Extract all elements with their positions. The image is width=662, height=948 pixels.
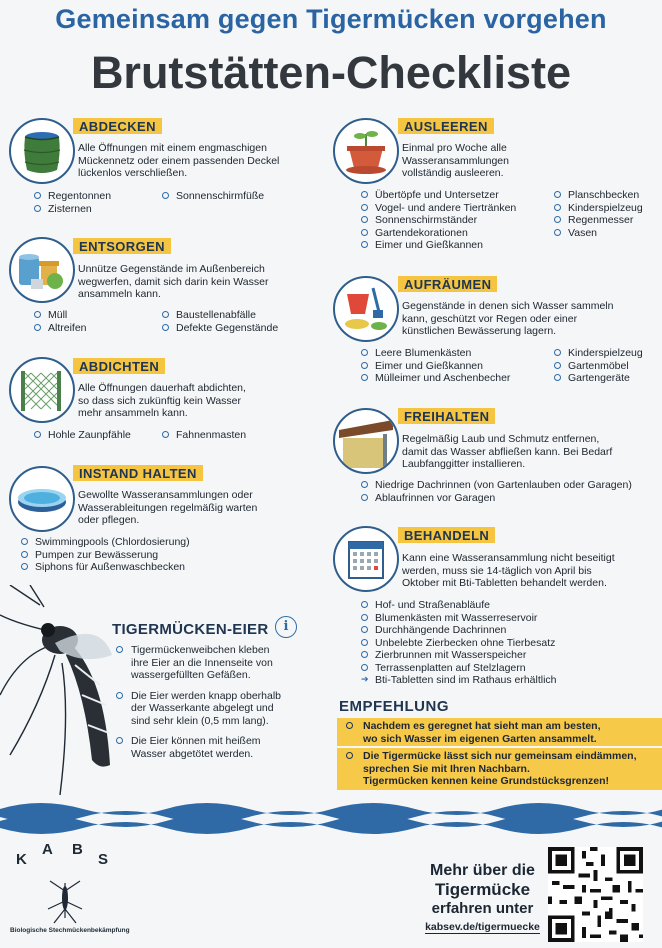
behandeln-note: ➔ Bti-Tabletten sind im Rathaus erhältlich xyxy=(360,674,557,687)
abdecken-description: Alle Öffnungen mit einem engmaschigen Mückennetz oder einem passenden Deckel lückenlos verschließen. xyxy=(78,142,280,180)
instand-halten-description: Gewollte Wasseransammlungen oder Wasserableitungen regelmäßig warten oder pflegen. xyxy=(78,489,258,527)
behandeln-list xyxy=(360,599,557,687)
bucket-toys-icon xyxy=(333,276,399,342)
fence-icon xyxy=(9,357,75,423)
more-info: Mehr über die Tigermücke erfahren unter kabsev.de/tigermuecke xyxy=(425,862,540,933)
mosquito-illustration xyxy=(0,585,115,800)
list-item: Sonnenschirmfüße xyxy=(161,190,264,203)
ausleeren-label: AUSLEEREN xyxy=(398,118,494,134)
list-item: Terrassenplatten auf Stelzlagern xyxy=(360,662,557,675)
ausleeren-list xyxy=(360,189,643,252)
list-item: Die Eier können mit heißem Wasser abgetötet werden. xyxy=(115,735,300,760)
list-item: Regenmesser xyxy=(553,214,643,227)
list-item: Unbelebte Zierbecken ohne Tierbesatz xyxy=(360,637,557,650)
list-item: Siphons für Außenwaschbecken xyxy=(20,561,190,574)
wave-divider xyxy=(0,795,662,835)
list-item: Vogel- und andere Tiertränken xyxy=(360,202,553,215)
list-item: Sonnenschirmständer xyxy=(360,214,553,227)
list-item: Mülleimer und Aschenbecher xyxy=(360,372,553,385)
empfehlung-box-1: Nachdem es geregnet hat sieht man am besten, wo sich Wasser im eigenen Garten ansammelt. xyxy=(337,718,662,746)
behandeln-description: Kann eine Wasseransammlung nicht beseitigt werden, muss sie 14-täglich von April bis Oktober mit Bti-Tabletten behandelt werden. xyxy=(402,552,615,590)
info-icon: i xyxy=(275,616,297,638)
list-item: Hohle Zaunpfähle xyxy=(33,429,161,442)
abdecken-label: ABDECKEN xyxy=(73,118,162,134)
list-item: Gartenmöbel xyxy=(553,360,643,373)
rain-barrel-icon xyxy=(9,118,75,184)
freihalten-description: Regelmäßig Laub und Schmutz entfernen, damit das Wasser abfließen kann. Bei Bedarf Laubfanggitter installieren. xyxy=(402,433,613,471)
list-item: Eimer und Gießkannen xyxy=(360,239,553,252)
list-item: Tigermückenweibchen kleben ihre Eier an die Innenseite von wassergefüllten Gefäßen. xyxy=(115,644,300,682)
pool-icon xyxy=(9,466,75,532)
list-item: Vasen xyxy=(553,227,643,240)
ausleeren-description: Einmal pro Woche alle Wasseransammlungen vollständig ausleeren. xyxy=(402,142,509,180)
entsorgen-label: ENTSORGEN xyxy=(73,238,171,254)
list-item: Kinderspielzeug xyxy=(553,347,643,360)
aufraeumen-list xyxy=(360,347,643,385)
list-item: Swimmingpools (Chlordosierung) xyxy=(20,536,190,549)
list-item: Hof- und Straßenabläufe xyxy=(360,599,557,612)
list-item: Die Eier werden knapp oberhalb der Wasserkante abgelegt und sind sehr klein (0,5 mm lang). xyxy=(115,690,300,728)
aufraeumen-description: Gegenstände in denen sich Wasser sammeln kann, geschützt vor Regen oder einer künstlichen Bewässerung lagern. xyxy=(402,300,614,338)
list-item: Gartengeräte xyxy=(553,372,643,385)
freihalten-label: FREIHALTEN xyxy=(398,408,495,424)
page-title: Brutstätten-Checkliste xyxy=(90,47,572,98)
list-item: Fahnenmasten xyxy=(161,429,246,442)
entsorgen-list xyxy=(33,309,278,334)
list-item: Zisternen xyxy=(33,203,161,216)
list-item: Übertöpfe und Untersetzer xyxy=(360,189,553,202)
list-item: Leere Blumenkästen xyxy=(360,347,553,360)
list-item: Eimer und Gießkannen xyxy=(360,360,553,373)
behandeln-label: BEHANDELN xyxy=(398,527,495,543)
entsorgen-description: Unnütze Gegenstände im Außenbereich wegwerfen, damit sich darin kein Wasser ansammeln kann. xyxy=(78,263,269,301)
empfehlung-box-2: Die Tigermücke lässt sich nur gemeinsam eindämmen, sprechen Sie mit Ihren Nachbarn. Tigermücken kennen keine Grundstücksgrenzen! xyxy=(337,748,662,790)
list-item: Durchhängende Dachrinnen xyxy=(360,624,557,637)
list-item: Zierbrunnen mit Wasserspeicher xyxy=(360,649,557,662)
abdecken-list xyxy=(33,190,264,215)
eggs-list xyxy=(115,644,300,768)
list-item: Ablaufrinnen vor Garagen xyxy=(360,492,632,505)
list-item: Blumenkästen mit Wasserreservoir xyxy=(360,612,557,625)
instand-halten-list xyxy=(20,536,190,574)
roof-gutter-icon xyxy=(333,408,399,474)
instand-halten-label: INSTAND HALTEN xyxy=(73,465,203,481)
freihalten-list xyxy=(360,479,632,504)
abdichten-label: ABDICHTEN xyxy=(73,358,165,374)
eggs-title: TIGERMÜCKEN-EIER xyxy=(112,621,269,638)
list-item: Niedrige Dachrinnen (von Gartenlauben oder Garagen) xyxy=(360,479,632,492)
tablet-calendar-icon xyxy=(333,526,399,592)
kabs-logo: K A B S Biologische Stechmückenbekämpfung xyxy=(10,841,130,934)
list-item: Planschbecken xyxy=(553,189,643,202)
abdichten-list xyxy=(33,429,246,442)
list-item: Müll xyxy=(33,309,161,322)
list-item: Gartendekorationen xyxy=(360,227,553,240)
aufraeumen-label: AUFRÄUMEN xyxy=(398,276,497,292)
trash-containers-icon xyxy=(9,237,75,303)
list-item: Kinderspielzeug xyxy=(553,202,643,215)
abdichten-description: Alle Öffnungen dauerhaft abdichten, so dass sich zukünftig kein Wasser mehr ansammeln kann. xyxy=(78,382,246,420)
list-item: Pumpen zur Bewässerung xyxy=(20,549,190,562)
website-link[interactable]: kabsev.de/tigermuecke xyxy=(425,921,540,933)
list-item: Defekte Gegenstände xyxy=(161,322,278,335)
page-subtitle: Gemeinsam gegen Tigermücken vorgehen xyxy=(55,4,607,34)
flower-pot-icon xyxy=(333,118,399,184)
qr-code-icon[interactable] xyxy=(548,847,643,947)
list-item: Baustellenabfälle xyxy=(161,309,278,322)
list-item: Regentonnen xyxy=(33,190,161,203)
list-item: Altreifen xyxy=(33,322,161,335)
empfehlung-title: EMPFEHLUNG xyxy=(339,698,449,715)
